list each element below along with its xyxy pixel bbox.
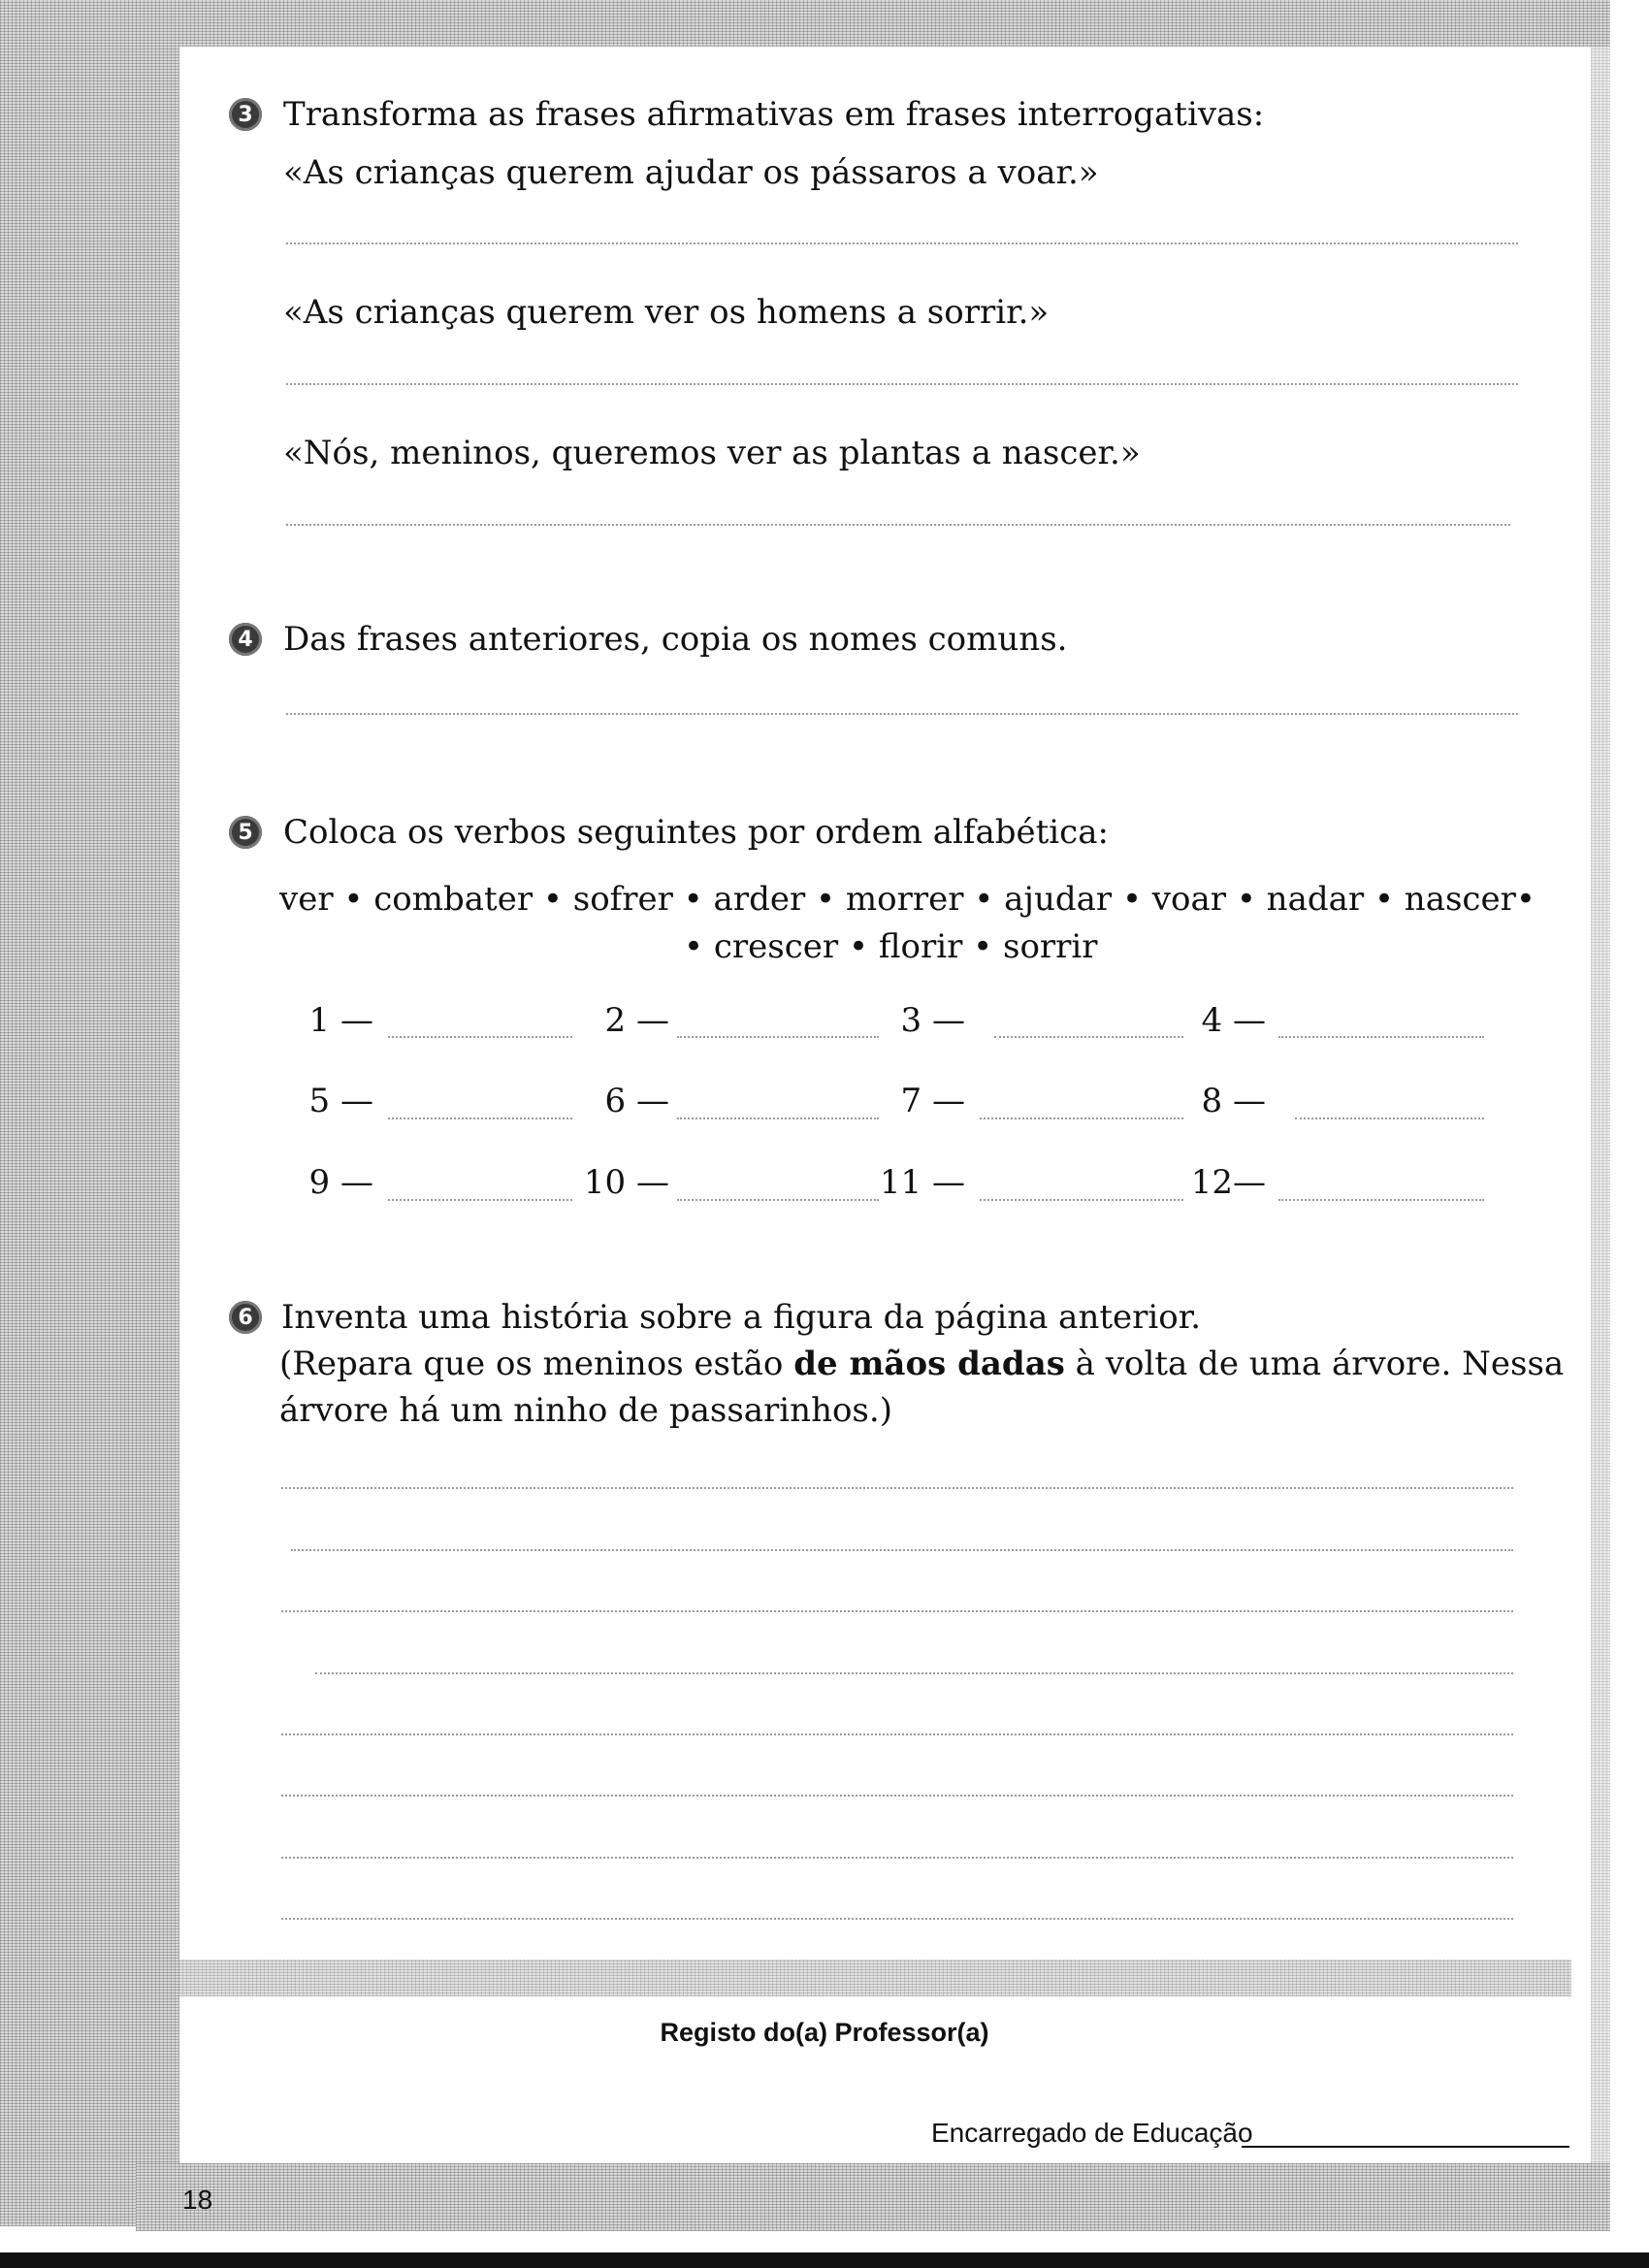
exercise-3-sentence-3: «Nós, meninos, queremos ver as plantas a nascer.» <box>283 434 1141 472</box>
order-slot-label: 2 — <box>604 1001 669 1040</box>
order-slot-label: 7 — <box>900 1082 965 1120</box>
order-slot-line[interactable] <box>677 1036 879 1038</box>
guardian-label: Encarregado de Educação <box>931 2118 1253 2148</box>
order-slot-label: 5 — <box>308 1082 373 1120</box>
story-line[interactable] <box>291 1549 1513 1551</box>
answer-line[interactable] <box>286 243 1518 244</box>
teacher-record-heading: Registo do(a) Professor(a) <box>660 2018 989 2047</box>
emphasis-text: de mãos dadas <box>793 1345 1065 1383</box>
order-slot-label: 12— <box>1190 1163 1266 1202</box>
exercise-6-note-line-1: (Repara que os meninos estão de mãos dadas à volta de uma árvore. Nessa <box>279 1345 1565 1383</box>
order-slot-line[interactable] <box>677 1199 879 1201</box>
exercise-5-instruction: Coloca os verbos seguintes por ordem alfabética: <box>283 813 1109 852</box>
story-line[interactable] <box>281 1918 1513 1920</box>
scan-border-top <box>0 0 1610 47</box>
exercise-4-instruction: Das frases anteriores, copia os nomes comuns. <box>283 620 1068 659</box>
order-slot-line[interactable] <box>388 1199 572 1201</box>
story-line[interactable] <box>281 1857 1513 1859</box>
exercise-3-badge-icon: 3 <box>229 98 262 131</box>
exercise-6-note-line-2: árvore há um ninho de passarinhos.) <box>279 1391 892 1430</box>
footer-texture-strip <box>78 1960 1571 1996</box>
answer-line[interactable] <box>286 383 1518 385</box>
story-line[interactable] <box>281 1487 1513 1489</box>
scan-bottom-edge <box>0 2252 1649 2268</box>
order-slot-line[interactable] <box>1278 1199 1484 1201</box>
exercise-3-instruction: Transforma as frases afirmativas em frases interrogativas: <box>283 95 1265 134</box>
order-slot-line[interactable] <box>677 1118 879 1119</box>
answer-line[interactable] <box>286 524 1510 526</box>
exercise-3-sentence-1: «As crianças querem ajudar os pássaros a voar.» <box>283 153 1099 192</box>
answer-line[interactable] <box>286 713 1518 715</box>
verb-list-line-2: • crescer • florir • sorrir <box>684 927 1098 966</box>
order-slot-line[interactable] <box>1278 1036 1484 1038</box>
page-number: 18 <box>182 2185 213 2215</box>
order-slot-label: 3 — <box>900 1001 965 1040</box>
order-slot-line[interactable] <box>1295 1118 1484 1119</box>
order-slot-label: 9 — <box>308 1163 373 1202</box>
verb-list-line-1: ver • combater • sofrer • arder • morrer • ajudar • voar • nadar • nascer• <box>279 880 1536 919</box>
order-slot-line[interactable] <box>980 1199 1183 1201</box>
guardian-signature-line[interactable] <box>1242 2146 1569 2148</box>
order-slot-label: 10 — <box>583 1163 669 1202</box>
story-line[interactable] <box>281 1795 1513 1797</box>
exercise-4-badge-icon: 4 <box>229 623 262 656</box>
scan-border-left <box>0 0 179 2226</box>
story-line[interactable] <box>315 1672 1513 1674</box>
scan-border-right <box>1591 0 1610 2226</box>
order-slot-label: 6 — <box>604 1082 669 1120</box>
exercise-6-badge-icon: 6 <box>229 1301 262 1334</box>
order-slot-label: 8 — <box>1201 1082 1266 1120</box>
exercise-5-badge-icon: 5 <box>229 816 262 849</box>
story-line[interactable] <box>281 1610 1513 1612</box>
exercise-6-instruction: Inventa uma história sobre a figura da página anterior. <box>281 1298 1202 1337</box>
order-slot-line[interactable] <box>388 1118 572 1119</box>
order-slot-line[interactable] <box>388 1036 572 1038</box>
order-slot-label: 1 — <box>308 1001 373 1040</box>
order-slot-line[interactable] <box>994 1036 1183 1038</box>
order-slot-label: 4 — <box>1201 1001 1266 1040</box>
story-line[interactable] <box>281 1733 1513 1735</box>
scan-border-bottom <box>136 2163 1610 2231</box>
order-slot-line[interactable] <box>980 1118 1183 1119</box>
exercise-3-sentence-2: «As crianças querem ver os homens a sorrir.» <box>283 293 1050 332</box>
order-slot-label: 11 — <box>879 1163 965 1202</box>
